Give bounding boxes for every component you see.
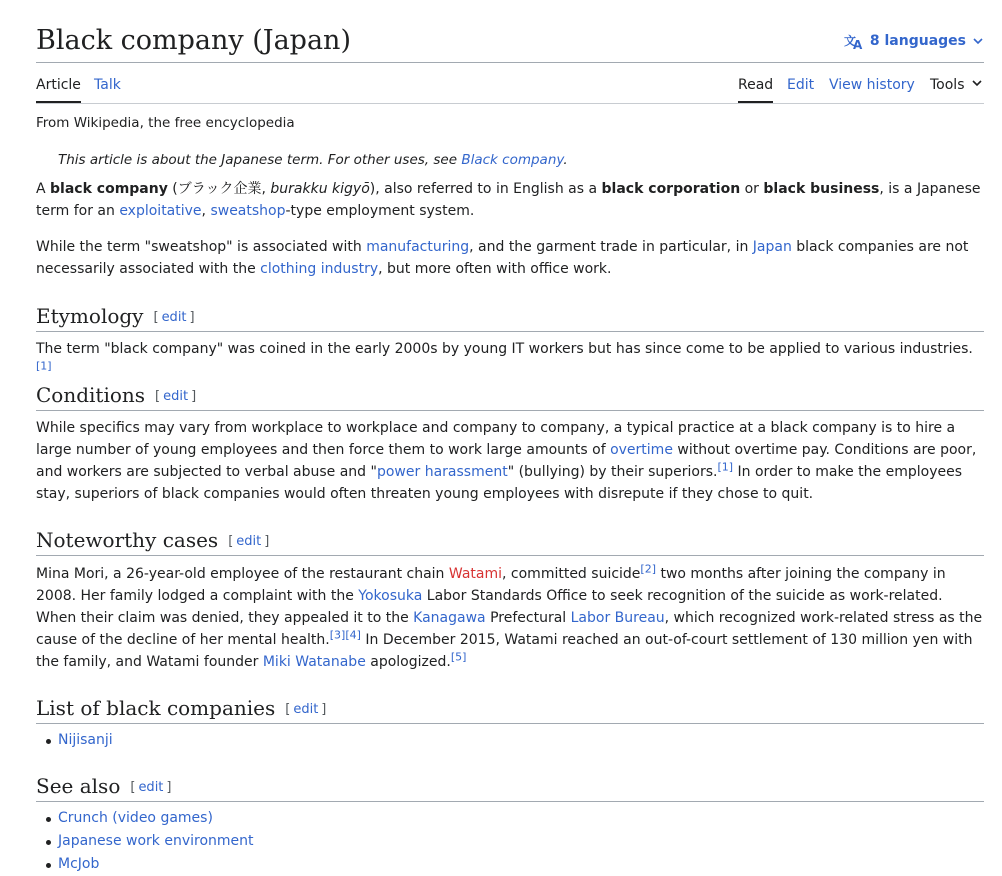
- link-power-harassment[interactable]: power harassment: [376, 464, 508, 480]
- ref-2[interactable]: [2]: [640, 562, 657, 576]
- tab-read[interactable]: Read: [738, 76, 773, 103]
- link-overtime[interactable]: overtime: [610, 442, 673, 458]
- ref-3[interactable]: [3]: [329, 628, 346, 642]
- conditions-paragraph: While specifics may vary from workplace to workplace and company to company, a typical practice at a black company is to hire a large number of young employees and then force them to work large amounts of overtime without overtime pay. Conditions are poor, and workers are subjected to verbal abuse and "power harassment" (bullying) by their superiors.[1] In order to make the employees stay, superiors of black companies would often threaten young employees with disrepute if they chose to quit.: [36, 420, 977, 502]
- languages-button[interactable]: [844, 30, 984, 52]
- translate-icon: [844, 32, 864, 50]
- link-crunch[interactable]: Crunch (video games): [58, 810, 213, 826]
- list-item: [36, 807, 254, 830]
- heading-see-also: See also [ edit ]: [36, 772, 984, 802]
- intro-paragraph-2: While the term "sweatshop" is associated with manufacturing, and the garment trade in particular, in Japan black companies are not necessarily associated with the clothing industry, but more often with office work.: [36, 239, 969, 277]
- ref-5[interactable]: [5]: [450, 650, 467, 664]
- see-also-list: [36, 807, 254, 876]
- hatnote: This article is about the Japanese term. For other uses, see Black company.: [58, 152, 568, 168]
- ref-1[interactable]: [1]: [717, 460, 734, 474]
- title-row: [36, 0, 984, 63]
- hatnote-link[interactable]: Black company: [461, 152, 564, 168]
- edit-section-cases: [ edit ]: [228, 534, 270, 549]
- article-page: [36, 0, 984, 872]
- tab-edit[interactable]: Edit: [787, 77, 815, 93]
- link-manufacturing[interactable]: manufacturing: [366, 239, 470, 255]
- intro-paragraph-1: A black company (ブラック企業, burakku kigyō), also referred to in English as a black corporation or black business, is a Japanese term for an exploitative, sweatshop-type employment system.: [36, 181, 981, 219]
- tab-view-history[interactable]: View history: [829, 77, 915, 93]
- chevron-down-icon: [971, 76, 983, 94]
- ref-4[interactable]: [4]: [345, 628, 361, 642]
- edit-link[interactable]: edit: [138, 780, 164, 795]
- heading-conditions: Conditions [ edit ]: [36, 381, 984, 411]
- black-companies-list: [36, 729, 113, 752]
- heading-list-of-black-companies: List of black companies [ edit ]: [36, 694, 984, 724]
- link-yokosuka[interactable]: Yokosuka: [358, 588, 423, 604]
- chevron-down-icon: [972, 35, 984, 47]
- edit-section-see-also: [ edit ]: [130, 780, 172, 795]
- edit-section-conditions: [ edit ]: [155, 389, 197, 404]
- tab-article[interactable]: Article: [36, 76, 81, 103]
- list-item: [36, 853, 254, 876]
- heading-etymology: Etymology [ edit ]: [36, 302, 984, 332]
- tagline: From Wikipedia, the free encyclopedia: [36, 115, 295, 131]
- svg-text:文: 文: [843, 34, 856, 48]
- edit-link[interactable]: edit: [236, 534, 262, 549]
- edit-section-etymology: [ edit ]: [153, 310, 195, 325]
- link-clothing-industry[interactable]: clothing industry: [260, 261, 379, 277]
- edit-section-list: [ edit ]: [285, 702, 327, 717]
- link-watami[interactable]: Watami: [448, 566, 503, 582]
- tab-talk[interactable]: Talk: [94, 77, 121, 93]
- link-japan[interactable]: Japan: [752, 239, 792, 255]
- link-mcjob[interactable]: McJob: [58, 856, 100, 872]
- edit-link[interactable]: edit: [163, 389, 189, 404]
- ref-1[interactable]: [1]: [36, 359, 52, 373]
- cases-paragraph: Mina Mori, a 26-year-old employee of the restaurant chain Watami, committed suicide[2] two months after joining the company in 2008. Her family lodged a complaint with the Yokosuka Labor Standards Office to seek recognition of the suicide as work-related. When their claim was denied, they appealed it to the Kanagawa Prefectural Labor Bureau, which recognized work-related stress as the cause of the decline of her mental health.[3][4] In December 2015, Watami reached an out-of-court settlement of 130 million yen with the family, and Watami founder Miki Watanabe apologized.[5]: [36, 562, 983, 670]
- edit-link[interactable]: edit: [293, 702, 319, 717]
- list-item: [36, 830, 254, 853]
- link-miki-watanabe[interactable]: Miki Watanabe: [262, 654, 366, 670]
- page-title: Black company (Japan): [36, 25, 351, 56]
- link-exploitative[interactable]: exploitative: [119, 203, 202, 219]
- link-kanagawa[interactable]: Kanagawa: [413, 610, 486, 626]
- languages-label: 8 languages: [869, 33, 966, 49]
- svg-text:A: A: [852, 38, 863, 50]
- tabs-row: [36, 63, 984, 104]
- link-nijisanji[interactable]: Nijisanji: [58, 732, 113, 748]
- link-sweatshop[interactable]: sweatshop: [210, 203, 286, 219]
- link-labor-bureau[interactable]: Labor Bureau: [570, 610, 665, 626]
- etymology-paragraph: The term "black company" was coined in the early 2000s by young IT workers but has since come to be applied to various industries.[1]: [36, 341, 973, 373]
- link-japanese-work-environment[interactable]: Japanese work environment: [58, 833, 254, 849]
- tools-menu[interactable]: [930, 76, 983, 101]
- edit-link[interactable]: edit: [161, 310, 187, 325]
- tools-label: Tools: [930, 77, 965, 93]
- heading-noteworthy-cases: Noteworthy cases [ edit ]: [36, 526, 984, 556]
- list-item: [36, 729, 113, 752]
